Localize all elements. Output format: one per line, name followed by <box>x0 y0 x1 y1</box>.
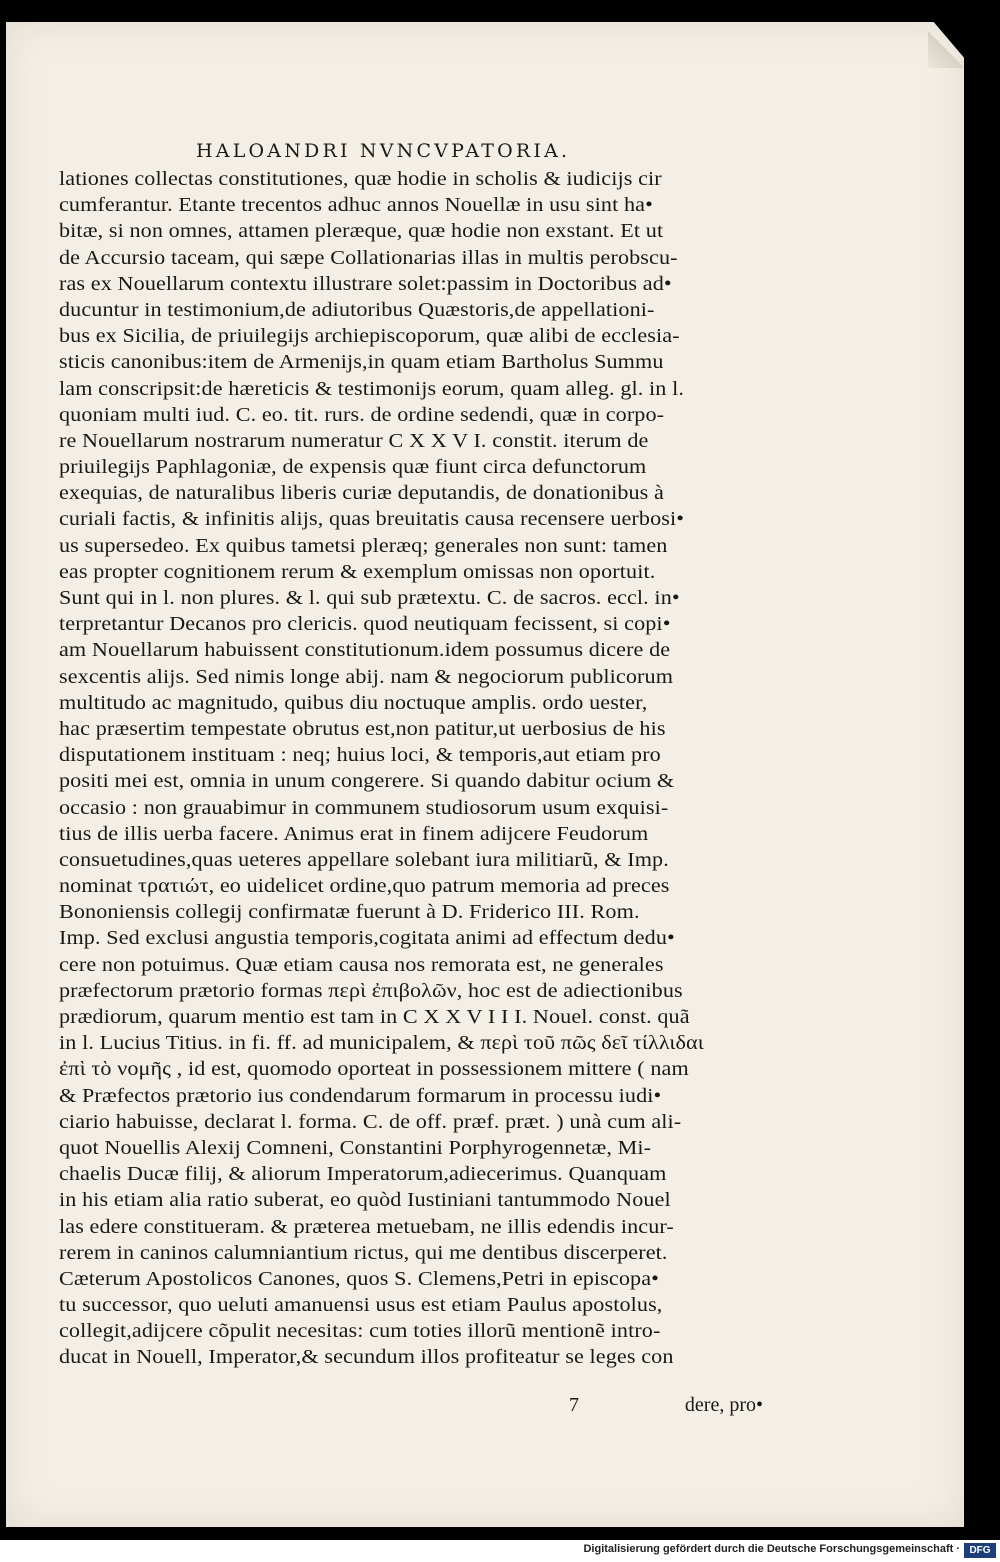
text-line: præfectorum prætorio formas περὶ ἐπιβολῶν, hoc est de adiectionibus <box>59 979 683 1002</box>
text-line: las edere constitueram. & præterea metuebam, ne illis edendis incur- <box>59 1215 674 1238</box>
text-line: ras ex Nouellarum contextu illustrare solet:passim in Doctoribus ad• <box>59 272 672 295</box>
text-line: Sunt qui in l. non plures. & l. qui sub prætextu. C. de sacros. eccl. in• <box>59 587 680 609</box>
text-line: quot Nouellis Alexij Comneni, Constantini Porphyrogennetæ, Mi- <box>59 1136 652 1159</box>
text-line: disputationem instituam : neq; huius loci, & temporis,aut etiam pro <box>59 744 661 767</box>
text-line: cumferantur. Etante trecentos adhuc annos Nouellæ in usu sint ha• <box>59 194 653 217</box>
funding-credit: Digitalisierung gefördert durch die Deutsche Forschungsgemeinschaft · <box>583 1543 960 1555</box>
page-footer-marks <box>59 1394 763 1420</box>
text-line: positi mei est, omnia in unum congerere. Si quando dabitur ocium & <box>59 770 675 793</box>
text-line: & Præfectos prætorio ius condendarum formarum in processu iudi• <box>59 1084 662 1107</box>
text-line: lam conscripsit:de hæreticis & testimonijs eorum, quam alleg. gl. in l. <box>59 377 685 400</box>
text-line: tius de illis uerba facere. Animus erat in finem adijcere Feudorum <box>59 822 649 845</box>
text-line: terpretantur Decanos pro clericis. quod neutiquam fecissent, si copi• <box>59 613 671 636</box>
text-line: Cæterum Apostolicos Canones, quos S. Clemens,Petri in episcopa• <box>59 1267 660 1290</box>
running-head: HALOANDRI NVNCVPATORIA. <box>196 140 571 162</box>
text-line: chaelis Ducæ filij, & aliorum Imperatorum,adiecerimus. Quanquam <box>59 1163 667 1186</box>
text-line: Bononiensis collegij confirmatæ fuerunt à D. Friderico III. Rom. <box>59 901 640 924</box>
text-line: in his etiam alia ratio suberat, eo quòd Iustiniani tantummodo Nouel <box>59 1189 671 1212</box>
text-line: quoniam multi iud. C. eo. tit. rurs. de ordine sedendi, quæ in corpo- <box>59 403 665 426</box>
text-line: lationes collectas constitutiones, quæ hodie in scholis & iudicijs cir <box>59 168 662 190</box>
text-line: cere non potuimus. Quæ etiam causa nos remorata est, ne generales <box>59 953 664 976</box>
text-line: rerem in caninos calumniantium rictus, qui me dentibus discerperet. <box>59 1241 668 1264</box>
text-line: ciario habuisse, declarat l. forma. C. de off. præf. præt. ) unà cum ali- <box>59 1110 682 1133</box>
text-line: re Nouellarum nostrarum numeratur C X X V I. constit. iterum de <box>59 429 649 452</box>
text-line: in l. Lucius Titius. in fi. ff. ad municipalem, & περὶ τοῦ πῶς δεῖ τίλλιδαι <box>59 1032 704 1055</box>
text-line: sticis canonibus:item de Armenijs,in quam etiam Bartholus Summu <box>59 351 664 374</box>
text-line: nominat τρατιώτ, eo uidelicet ordine,quo patrum memoria ad preces <box>59 875 670 898</box>
text-line: multitudo ac magnitudo, quibus diu noctuque amplis. ordo uester, <box>59 691 648 714</box>
text-line: consuetudines,quas ueteres appellare solebant iura militiarũ, & Imp. <box>59 848 669 871</box>
text-line: occasio : non grauabimur in communem studiosorum usum exquisi- <box>59 796 669 819</box>
text-line: exequias, de naturalibus liberis curiæ deputandis, de donationibus à <box>59 482 664 505</box>
text-line: sexcentis alijs. Sed nimis longe abij. nam & negociorum publicorum <box>59 665 674 688</box>
catchword: dere, pro• <box>684 1394 763 1416</box>
text-line: tu successor, quo ueluti amanuensi usus est etiam Paulus apostolus, <box>59 1294 663 1317</box>
digitization-footer <box>0 1540 1000 1562</box>
text-line: curiali factis, & infinitis alijs, quas breuitatis causa recensere uerbosi• <box>59 508 685 531</box>
text-line: Imp. Sed exclusi angustia temporis,cogitata animi ad effectum dedu• <box>59 927 675 950</box>
text-line: de Accursio taceam, qui sæpe Collationarias illas in multis perobscu- <box>59 246 678 269</box>
book-page <box>6 22 964 1527</box>
dfg-logo: DFG <box>964 1543 996 1558</box>
text-line: bitæ, si non omnes, attamen pleræque, quæ hodie non exstant. Et ut <box>59 220 664 243</box>
text-line: am Nouellarum habuissent constitutionum.idem possumus dicere de <box>59 639 671 662</box>
text-line: us supersedeo. Ex quibus tametsi pleræq; generales non sunt: tamen <box>59 534 668 557</box>
text-line: bus ex Sicilia, de priuilegijs archiepiscoporum, quæ alibi de ecclesia- <box>59 325 680 348</box>
signature-mark: 7 <box>569 1394 579 1416</box>
text-line: ἐπὶ τὸ νομῆς , id est, quomodo oporteat in possessionem mittere ( nam <box>59 1058 689 1081</box>
text-block <box>59 166 759 1371</box>
text-line: eas propter cognitionem rerum & exemplum omissas non oportuit. <box>59 560 656 583</box>
text-line: priuilegijs Paphlagoniæ, de expensis quæ fiunt circa defunctorum <box>59 456 647 479</box>
text-line: ducuntur in testimonium,de adiutoribus Quæstoris,de appellationi- <box>59 298 655 321</box>
text-line: collegit,adijcere cõpulit necesitas: cum toties illorũ mentionẽ intro- <box>59 1320 661 1343</box>
text-line: prædiorum, quarum mentio est tam in C X X V I I I. Nouel. const. quã <box>59 1006 690 1028</box>
text-line: hac præsertim tempestate obrutus est,non patitur,ut uerbosius de his <box>59 717 666 740</box>
text-line: ducat in Nouell, Imperator,& secundum illos profiteatur se leges con <box>59 1346 674 1369</box>
page-corner-cut <box>932 20 966 60</box>
